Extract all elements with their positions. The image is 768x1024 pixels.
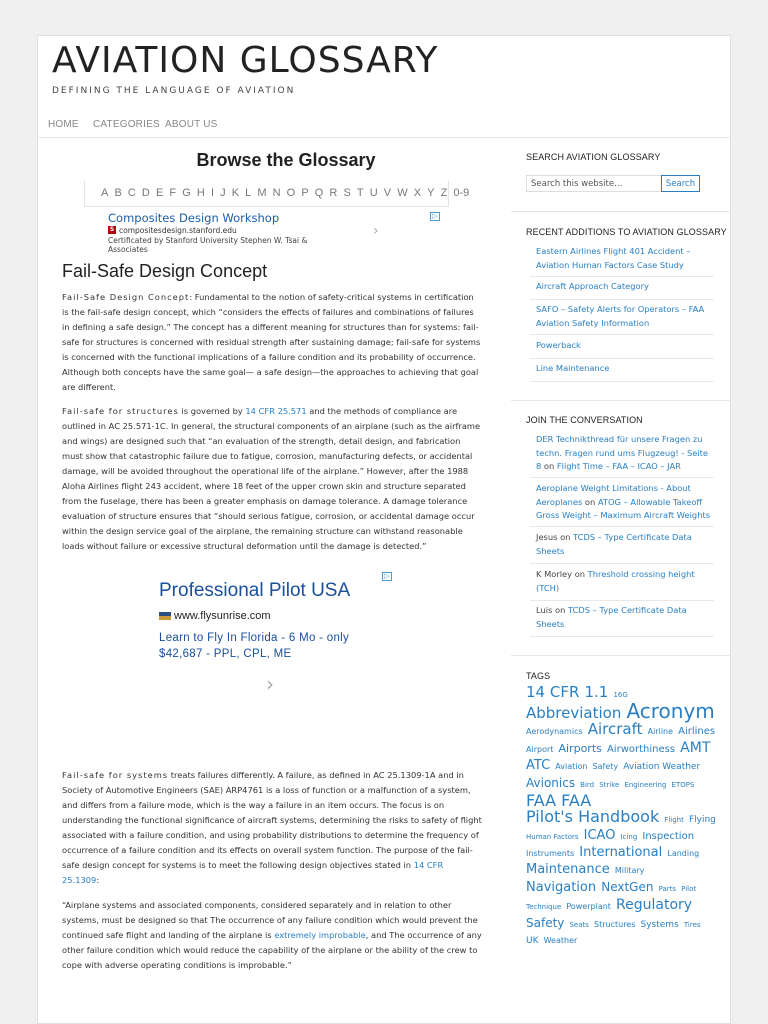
tag-link[interactable]: FAA — [561, 791, 592, 810]
tag-link[interactable]: Safety — [592, 762, 619, 771]
tag-link[interactable]: Inspection — [642, 831, 695, 842]
tag-link[interactable]: Flying — [688, 815, 716, 825]
article-paragraph-1 — [62, 290, 482, 395]
tag-link[interactable]: 14 CFR — [526, 683, 580, 701]
tag-link[interactable]: 16G — [613, 691, 628, 699]
comment-author-link[interactable]: DER Technikthread für unsere Fragen zu techn. Fragen rund ums Flugzeug! - Seite 8 — [536, 434, 708, 471]
search-input[interactable] — [526, 175, 662, 192]
tag-link[interactable]: Airworthiness — [606, 744, 676, 755]
paragraph-text: : Fundamental to the notion of safety-critical systems in certification is the fail-safe design concept, which “considers the effects of failures and combinations of failures in defining a safe design.” The concept has a different meaning for structures than for systems: fail-safe for structures is concerned with residual strength after sustaining damage; fail-safe for systems is concerned with the functional implications of a failure condition and its probability of occurrence. Although both concepts have the same goal— a safe design—the approaches to achieving that goal are different. — [62, 292, 481, 392]
ad-url[interactable]: www.flysunrise.com — [174, 610, 271, 622]
link-14cfr-25-1309[interactable]: 14 CFR 25.1309 — [62, 860, 444, 885]
az-letter-p[interactable]: P — [301, 187, 309, 199]
recent-item[interactable] — [530, 339, 714, 359]
az-letter-m[interactable]: M — [257, 187, 267, 199]
comment-author: K Morley — [536, 569, 573, 579]
tag-link[interactable]: Flight — [664, 816, 684, 824]
term-lead: Fail-Safe Design Concept — [62, 292, 190, 302]
tag-link[interactable]: FAA — [526, 791, 557, 810]
comment-author: Luis — [536, 605, 553, 615]
widget-title-conversation: JOIN THE CONVERSATION — [526, 415, 643, 425]
tag-link[interactable]: Aircraft — [587, 720, 643, 738]
az-letter-w[interactable]: W — [397, 187, 408, 199]
tag-link[interactable]: Parts — [658, 885, 677, 893]
comment-post-link[interactable]: Flight Time – FAA – ICAO – JAR — [556, 461, 681, 471]
comment-item — [530, 604, 714, 637]
az-letter-g[interactable]: G — [182, 187, 191, 199]
ad-composites[interactable] — [108, 211, 444, 255]
comment-post-link[interactable]: ATOG – Allowable Takeoff Gross Weight – Maximum Aircraft Weights — [536, 496, 711, 520]
tag-link[interactable]: Human Factors — [526, 833, 579, 841]
tag-link[interactable]: Airlines — [678, 726, 716, 737]
main-nav — [38, 114, 730, 136]
tag-link[interactable]: Abbreviation — [526, 704, 622, 722]
ad-description[interactable]: Learn to Fly In Florida - 6 Mo - only $42,687 - PPL, CPL, ME — [159, 632, 350, 660]
comment-on: on — [560, 532, 571, 542]
widget-title-recent: RECENT ADDITIONS TO AVIATION GLOSSARY — [526, 227, 727, 237]
tag-link[interactable]: ATC — [526, 758, 551, 773]
tag-link[interactable]: AMT — [680, 740, 711, 756]
link-extremely-improbable[interactable]: extremely improbable — [274, 930, 366, 940]
nav-categories[interactable]: CATEGORIES — [93, 119, 160, 130]
tag-link[interactable]: Bird — [580, 781, 595, 789]
widget-title-tags: TAGS — [526, 671, 551, 681]
tag-link[interactable]: Aviation Weather — [623, 762, 701, 772]
paragraph-text: : — [96, 875, 100, 885]
tag-link[interactable]: Airports — [558, 742, 602, 755]
article-paragraph-3 — [62, 768, 482, 888]
article-quote — [62, 898, 482, 973]
comment-on: on — [574, 569, 586, 579]
az-index — [101, 187, 475, 199]
recent-item[interactable] — [530, 280, 714, 300]
nav-home[interactable]: HOME — [48, 119, 79, 130]
comment-item — [530, 433, 714, 478]
az-letter-k[interactable]: K — [231, 187, 240, 199]
tag-link[interactable]: ICAO — [583, 828, 616, 843]
az-letter-s[interactable]: S — [343, 187, 351, 199]
sidebar-divider — [511, 655, 730, 656]
article-title: Fail-Safe Design Concept — [62, 261, 268, 281]
tag-cloud — [526, 684, 716, 949]
ad-title[interactable]: Professional Pilot USA — [159, 580, 351, 601]
site-tagline: DEFINING THE LANGUAGE OF AVIATION — [52, 86, 296, 96]
tag-link[interactable]: Landing — [667, 849, 700, 858]
az-letter-y[interactable]: Y — [427, 187, 435, 199]
az-letter-u[interactable]: U — [369, 187, 378, 199]
browse-title: Browse the Glossary — [196, 150, 376, 170]
link-14cfr-25-571[interactable]: 14 CFR 25.571 — [245, 406, 307, 416]
recent-link[interactable]: Line Maintenance — [536, 363, 610, 373]
tag-link[interactable]: Tires — [683, 921, 701, 929]
az-letter-a[interactable]: A — [101, 187, 109, 199]
az-letter-o[interactable]: O — [286, 187, 296, 199]
tag-link[interactable]: Pilot's Handbook — [526, 807, 660, 826]
comment-item — [530, 531, 714, 564]
comment-author: Jesus — [536, 532, 558, 542]
az-letter-z[interactable]: Z — [440, 187, 448, 199]
tag-link[interactable]: Structures — [594, 920, 636, 929]
az-letter-j[interactable]: J — [220, 187, 226, 199]
tag-link[interactable]: Icing — [620, 833, 638, 841]
comment-on: on — [584, 496, 596, 507]
comment-post-link[interactable]: TCDS – Type Certificate Data Sheets — [536, 605, 687, 629]
comment-on: on — [555, 605, 566, 615]
tag-link[interactable]: Safety — [526, 916, 565, 930]
tag-link[interactable]: Instruments — [526, 849, 575, 858]
ad-description: Certificated by Stanford University Stephen W. Tsai & Associates — [108, 236, 308, 254]
az-letter-d[interactable]: D — [141, 187, 150, 199]
az-letter-c[interactable]: C — [127, 187, 136, 199]
az-letter-e[interactable]: E — [155, 187, 164, 199]
ad-professional-pilot[interactable] — [156, 572, 396, 752]
comment-post-link[interactable]: TCDS – Type Certificate Data Sheets — [536, 532, 692, 556]
tag-link[interactable]: Systems — [640, 920, 679, 930]
nav-about-us[interactable]: ABOUT US — [165, 119, 218, 130]
article-paragraph-2 — [62, 404, 482, 554]
sidebar-divider — [511, 211, 730, 212]
tag-link[interactable]: Military — [614, 866, 645, 875]
tag-link[interactable]: Strike — [599, 781, 620, 789]
quote-text: “Airplane systems and associated components, considered separately and in relation to other systems, must be designed so that The occurrence of any failure condition which would prevent the continued safe flight and landing of the airplane is — [62, 900, 478, 940]
tag-link[interactable]: UK — [526, 936, 539, 946]
az-letter-b[interactable]: B — [114, 187, 122, 199]
comment-item — [530, 482, 714, 527]
term-lead: Fail-safe for structures — [62, 406, 179, 416]
recent-link[interactable]: Aircraft Approach Category — [536, 281, 649, 291]
quote-text: , and The occurrence of any other failure condition which would reduce the capability of the airplane or the ability of the crew to cope with adverse operating conditions is improbable.” — [62, 930, 482, 970]
tag-link[interactable]: Seats — [569, 921, 589, 929]
tag-link[interactable]: NextGen — [601, 880, 654, 894]
az-letter-h[interactable]: H — [196, 187, 205, 199]
tag-link[interactable]: Pilot — [681, 885, 697, 893]
tag-link[interactable]: Powerplant — [566, 902, 611, 911]
paragraph-text: treats failures differently. A failure, as defined in AC 25.1309-1A and in Society of Automotive Engineers (SAE) ARP4761 is a loss of function or a malfunction of a system, and differs from a failure mode, which is the way a failure in an item occurs. The focus is on understanding the functional significance of aircraft systems, determining the risks to safety of flight associated with a failure condition, and using probability distributions to determine the frequency of occurrence of a failure condition and its effects on overall system function. The purpose of the fail-safe design concept for systems is to meet the following design objectives stated in — [62, 770, 482, 870]
az-letter-i[interactable]: I — [210, 187, 214, 199]
tag-link[interactable]: Acronym — [626, 699, 715, 723]
comment-on: on — [543, 461, 555, 471]
az-letter-0-9[interactable]: 0-9 — [453, 187, 470, 199]
chevron-right-icon[interactable]: › — [266, 672, 274, 696]
stanford-favicon-icon: S — [109, 226, 115, 233]
widget-title-search: SEARCH AVIATION GLOSSARY — [526, 152, 661, 162]
tag-link[interactable]: Airline — [647, 727, 674, 736]
tag-link[interactable]: Aerodynamics — [526, 727, 583, 736]
tag-link[interactable]: Navigation — [526, 880, 597, 895]
tag-link[interactable]: International — [579, 845, 663, 860]
search-button[interactable]: Search — [661, 175, 700, 192]
recent-item[interactable] — [530, 362, 714, 382]
tag-link[interactable]: ETOPS — [671, 781, 695, 789]
adchoices-icon[interactable]: ▷ — [430, 212, 440, 221]
comment-author-link[interactable]: Aeroplane Weight Limitations - About Aeroplanes — [536, 483, 691, 507]
az-letter-x[interactable]: X — [413, 187, 422, 199]
chevron-right-icon[interactable]: › — [373, 223, 379, 239]
az-letter-v[interactable]: V — [383, 187, 392, 199]
paragraph-text: is governed by — [178, 406, 246, 416]
az-letter-l[interactable]: L — [245, 187, 252, 199]
tag-link[interactable]: Regulatory — [616, 897, 693, 913]
tag-link[interactable]: Maintenance — [526, 862, 610, 877]
tag-link[interactable]: Avionics — [526, 776, 576, 790]
adchoices-icon[interactable]: ▷ — [382, 572, 392, 581]
term-lead: Fail-safe for systems — [62, 770, 169, 780]
az-letter-q[interactable]: Q — [314, 187, 324, 199]
flag-icon — [159, 612, 171, 620]
paragraph-text: and the methods of compliance are outlined in AC 25.571-1C. In general, the structural components of an airplane (such as the airframe and wings) are designed such that “an evaluation of the strength, detail design, and fabrication must show that catastrophic failure due to fatigue, corrosion, manufacturing defects, or accidental damage, will be avoided throughout the operational life of the airplane.” However, after the 1988 Aloha Airlines flight 243 accident, where 18 feet of the upper crown skin and structure separated from the fuselage, there has been a greater emphasis on damage tolerance. A damage tolerance evaluation of structure ensures that “should serious fatigue, corrosion, or accidental damage occur within the design service goal of the airplane, the remaining structure can withstand reasonable loads without failure or excessive structural deformation until the damage is detected.” — [62, 406, 481, 551]
az-letter-n[interactable]: N — [272, 187, 281, 199]
tag-link[interactable]: Technique — [526, 903, 562, 911]
tag-link[interactable]: Weather — [543, 936, 578, 945]
recent-item[interactable] — [530, 303, 714, 335]
az-letter-r[interactable]: R — [329, 187, 338, 199]
tag-link[interactable]: Engineering — [624, 781, 667, 789]
sidebar-divider — [511, 400, 730, 401]
tag-link[interactable]: 1.1 — [584, 683, 609, 701]
comment-post-link[interactable]: Threshold crossing height (TCH) — [536, 569, 695, 593]
recent-link[interactable]: SAFO – Safety Alerts for Operators – FAA Aviation Safety Information — [536, 304, 705, 328]
az-letter-t[interactable]: T — [356, 187, 364, 199]
ad-url[interactable]: compositesdesign.stanford.edu — [119, 226, 237, 235]
recent-item[interactable] — [530, 245, 714, 277]
ad-title[interactable]: Composites Design Workshop — [108, 211, 280, 225]
az-letter-f[interactable]: F — [169, 187, 177, 199]
tag-link[interactable]: Aviation — [555, 762, 588, 771]
comment-item — [530, 568, 714, 601]
tag-link[interactable]: Airport — [526, 745, 554, 754]
recent-link[interactable]: Eastern Airlines Flight 401 Accident – Aviation Human Factors Case Study — [536, 246, 691, 270]
sidebar-divider — [511, 137, 730, 138]
site-title[interactable]: AVIATION GLOSSARY — [52, 40, 439, 81]
recent-link[interactable]: Powerback — [536, 340, 581, 350]
